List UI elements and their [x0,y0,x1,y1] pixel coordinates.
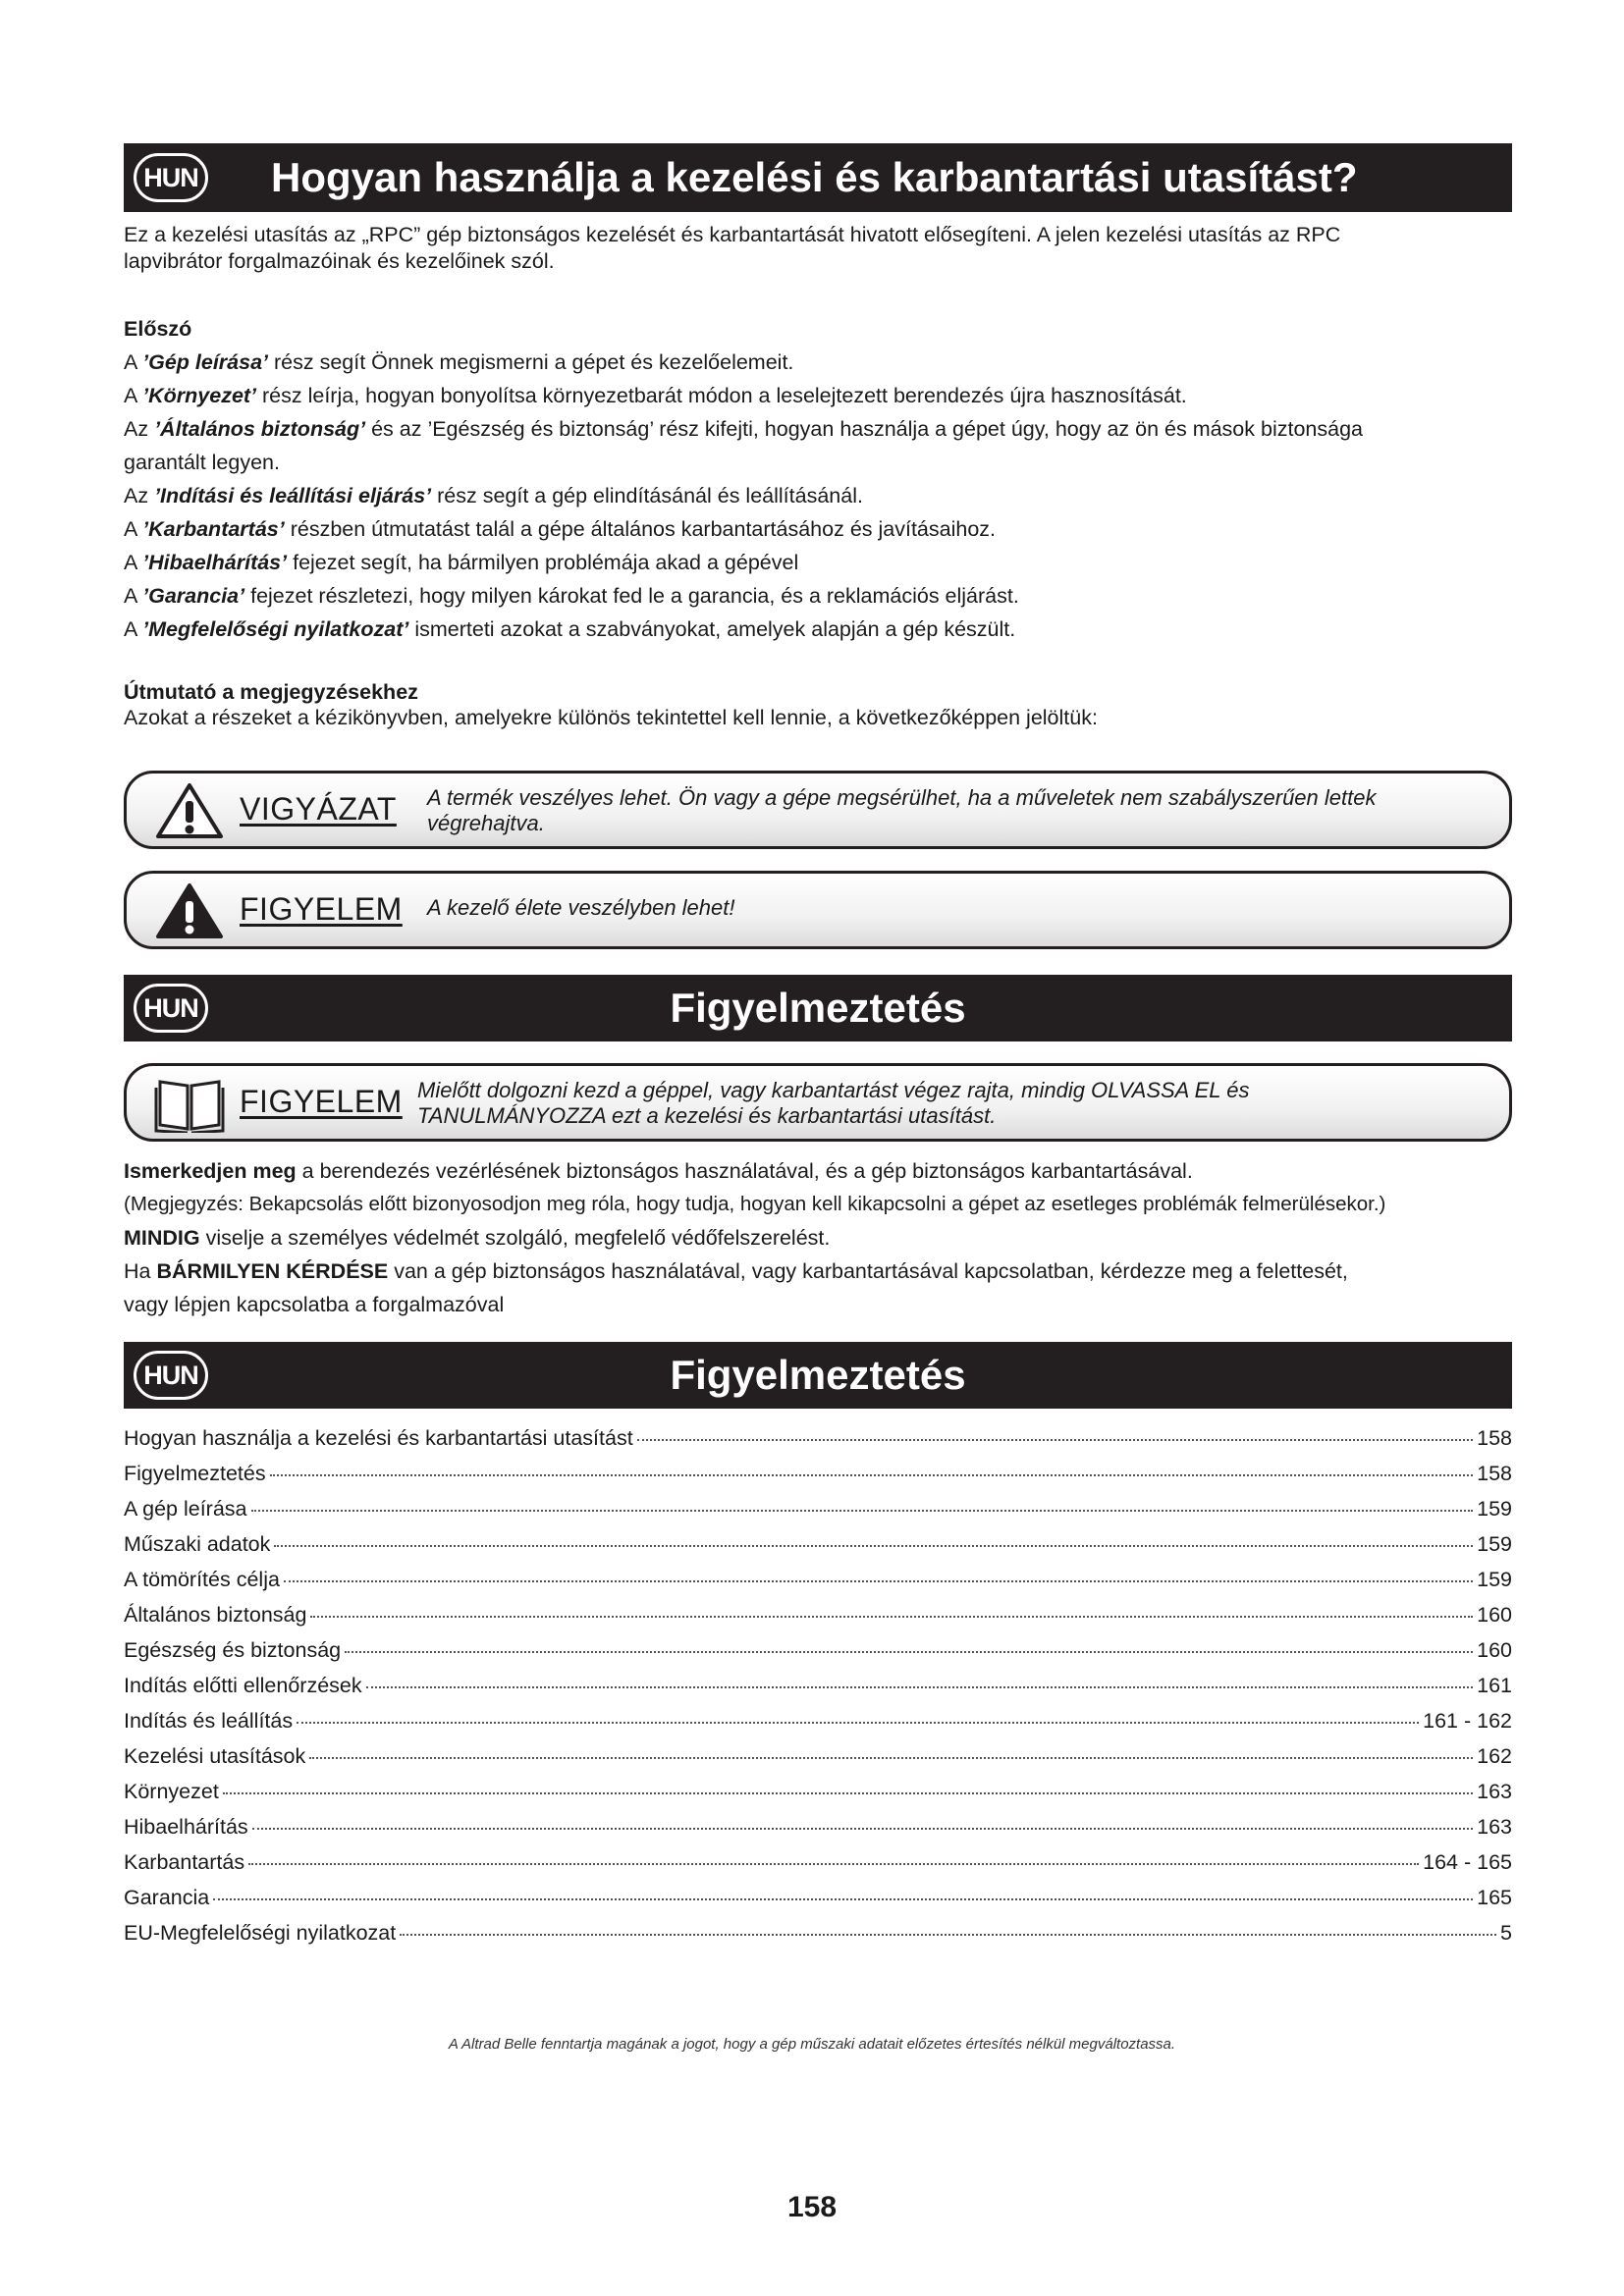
warning-line: vagy lépjen kapcsolatba a forgalmazóval [124,1293,505,1316]
toc-entry [124,1603,1512,1638]
caution-text-line: A termék veszélyes lehet. Ön vagy a gépe megsérülhet, ha a műveletek nem szabályszerűen lettek [427,785,1377,810]
warning-line [124,1221,1512,1255]
page-number: 158 [786,2191,838,2223]
warning-bold: MINDIG [124,1226,200,1250]
warning-text-span: a berendezés vezérlésének biztonságos használatával, és a gép biztonságos karbantartásával. [296,1159,1193,1183]
intro-banner [124,143,1512,212]
toc-dot-leader [223,1792,1473,1794]
foreword-item-prefix: A [124,617,143,641]
toc-entry-title: Garancia [124,1886,210,1909]
foreword-item-text: és az ’Egészség és biztonság’ rész kifejti, hogyan használja a gépet úgy, hogy az ön és mások biztonsága [365,417,1363,441]
warning-note: (Megjegyzés: Bekapcsolás előtt bizonyosodjon meg róla, hogy tudja, hogyan kell kikapcsolni a gépet az esetleges problémák felmerülésekor.) [124,1193,1386,1215]
toc-entry [124,1780,1512,1815]
toc-entry-title: Műszaki adatok [124,1532,271,1556]
toc-entry-title: Figyelmeztetés [124,1462,266,1485]
foreword-item-text: rész segít Önnek megismerni a gépet és kezelőelemeit. [268,350,794,374]
warning-bold: Ismerkedjen meg [124,1159,297,1183]
foreword-heading: Előszó [124,317,192,341]
toc-entry-page: 5 [1500,1921,1512,1945]
read-manual-text [417,1078,1478,1129]
toc-entry-title: A tömörítés célja [124,1568,280,1591]
foreword-item-text: részben útmutatást talál a gépe általános karbantartásához és javításaihoz. [284,517,997,541]
toc-entry-title: Indítás és leállítás [124,1709,294,1733]
foreword-item-prefix: A [124,350,143,374]
toc-entry-page: 163 [1477,1815,1512,1839]
toc-entry [124,1744,1512,1780]
toc-entry-title: Általános biztonság [124,1603,307,1627]
caution-text [427,785,1488,836]
toc-entry-title: EU-Megfelelőségi nyilatkozat [124,1921,397,1945]
foreword-item-prefix: A [124,384,143,407]
intro-paragraph [124,222,1512,275]
hun-language-badge: HUN [134,153,208,202]
foreword-item-text: fejezet részletezi, hogy milyen károkat fed le a garancia, és a reklamációs eljárást. [244,584,1019,608]
toc-dot-leader [310,1616,1473,1618]
toc-entry [124,1850,1512,1886]
toc-entry [124,1638,1512,1674]
warning-text-span: Ha [124,1259,157,1283]
toc-entry-title: Kezelési utasítások [124,1744,306,1768]
toc-entry [124,1568,1512,1603]
guide-section [124,679,1512,730]
foreword-item [124,412,1512,446]
foreword-item-section-name: ’Indítási és leállítási eljárás’ [154,484,432,507]
read-manual-box [124,1063,1512,1142]
footer-note: A Altrad Belle fenntartja magának a jogot, hogy a gép műszaki adatait előzetes értesítés nélkül megváltoztassa. [448,2036,1176,2053]
hun-language-badge: HUN [134,1351,208,1400]
toc-entry [124,1815,1512,1850]
foreword-item-text: ismerteti azokat a szabványokat, amelyek alapján a gép készült. [408,617,1016,641]
toc-entry-title: A gép leírása [124,1497,247,1521]
toc-entry-title: Karbantartás [124,1850,245,1874]
toc-entry-page: 160 [1477,1603,1512,1627]
foreword-item-section-name: ’Gép leírása’ [142,350,269,374]
foreword-item-prefix: Az [124,417,155,441]
caution-text-line: végrehajtva. [427,811,545,835]
toc-entry [124,1921,1512,1956]
toc-entry-page: 161 - 162 [1423,1709,1512,1733]
warning-line [124,1154,1512,1188]
toc-dot-leader [400,1934,1496,1936]
danger-triangle-icon [154,881,225,940]
foreword-item-section-name: ’Karbantartás’ [142,517,285,541]
toc-entry-title: Hogyan használja a kezelési és karbantartási utasítást [124,1426,633,1450]
toc-dot-leader [309,1757,1473,1759]
table-of-contents [124,1426,1512,1956]
toc-entry-page: 165 [1477,1886,1512,1909]
foreword-item [124,479,1512,512]
guide-heading: Útmutató a megjegyzésekhez [124,680,418,704]
toc-entry-page: 160 [1477,1638,1512,1662]
foreword-item-section-name: ’Hibaelhárítás’ [142,551,288,574]
toc-entry [124,1462,1512,1497]
intro-line: lapvibrátor forgalmazóinak és kezelőinek szól. [124,249,555,273]
intro-line: Ez a kezelési utasítás az „RPC” gép biztonságos kezelését és karbantartását hivatott elősegíteni. A jelen kezelési utasítás az RPC [124,223,1341,246]
foreword-item-prefix: garantált legyen. [124,451,280,474]
foreword-item [124,613,1512,646]
foreword-list [124,346,1512,646]
foreword-item [124,512,1512,546]
caution-box [124,771,1512,849]
toc-entry [124,1886,1512,1921]
toc-entry-title: Egészség és biztonság [124,1638,342,1662]
toc-dot-leader [345,1651,1473,1653]
toc-entry-page: 159 [1477,1532,1512,1556]
foreword-item-text: fejezet segít, ha bármilyen problémája akad a gépével [287,551,799,574]
foreword-item-section-name: ’Megfelelőségi nyilatkozat’ [142,617,409,641]
toc-dot-leader [637,1439,1473,1441]
foreword-item-text: rész leírja, hogyan bonyolítsa környezetbarát módon a leselejtezett berendezés újra hasznosítását. [256,384,1187,407]
hun-language-badge: HUN [134,984,208,1033]
warning-bold: BÁRMILYEN KÉRDÉSE [156,1259,389,1283]
warning-text-span: van a gép biztonságos használatával, vagy karbantartásával kapcsolatban, kérdezze meg a felettesét, [388,1259,1348,1283]
foreword-section [124,312,1512,646]
foreword-item-prefix: Az [124,484,155,507]
toc-entry-title: Környezet [124,1780,219,1803]
danger-label: FIGYELEM [240,891,403,927]
warning-text-span: viselje a személyes védelmét szolgáló, megfelelő védőfelszerelést. [199,1226,831,1250]
toc-entry [124,1674,1512,1709]
toc-entry-page: 163 [1477,1780,1512,1803]
foreword-item-section-name: ’Általános biztonság’ [154,417,366,441]
guide-text: Azokat a részeket a kézikönyvben, amelyekre különös tekintettel kell lennie, a következőképpen jelöltük: [124,706,1098,729]
toc-banner [124,1342,1512,1409]
foreword-item-prefix: A [124,551,143,574]
toc-dot-leader [274,1545,1473,1547]
toc-entry-page: 159 [1477,1568,1512,1591]
foreword-item [124,446,1512,479]
foreword-item-section-name: ’Garancia’ [142,584,245,608]
danger-text-line: A kezelő élete veszélyben lehet! [427,895,735,920]
caution-label: VIGYÁZAT [240,791,397,827]
toc-dot-leader [297,1722,1419,1724]
toc-entry [124,1532,1512,1568]
foreword-item [124,379,1512,412]
toc-dot-leader [284,1580,1473,1582]
danger-box [124,871,1512,949]
toc-entry [124,1709,1512,1744]
warning-text [124,1154,1512,1321]
toc-dot-leader [248,1863,1419,1865]
read-manual-label: FIGYELEM [240,1084,403,1119]
warning-line [124,1255,1512,1288]
toc-dot-leader [213,1898,1473,1900]
warning-title: Figyelmeztetés [670,985,966,1031]
toc-dot-leader [270,1474,1474,1476]
toc-entry-page: 158 [1477,1462,1512,1485]
foreword-item-text: rész segít a gép elindításánál és leállításánál. [431,484,863,507]
toc-entry-title: Indítás előtti ellenőrzések [124,1674,362,1697]
foreword-item-prefix: A [124,517,143,541]
toc-entry-page: 162 [1477,1744,1512,1768]
toc-dot-leader [251,1510,1474,1512]
toc-dot-leader [252,1828,1473,1830]
danger-text [427,895,1488,921]
toc-entry-title: Hibaelhárítás [124,1815,248,1839]
warning-banner [124,975,1512,1041]
toc-entry-page: 161 [1477,1674,1512,1697]
foreword-item [124,579,1512,613]
foreword-item-prefix: A [124,584,143,608]
caution-triangle-icon [154,781,225,840]
read-manual-text-line: TANULMÁNYOZZA ezt a kezelési és karbantartási utasítást. [417,1103,997,1128]
toc-title: Figyelmeztetés [670,1352,966,1398]
read-manual-text-line: Mielőtt dolgozni kezd a géppel, vagy karbantartást végez rajta, mindig OLVASSA EL és [417,1078,1250,1102]
toc-entry-page: 158 [1477,1426,1512,1450]
toc-entry [124,1497,1512,1532]
intro-title: Hogyan használja a kezelési és karbantartási utasítást? [271,154,1358,200]
foreword-item [124,346,1512,379]
foreword-item-section-name: ’Környezet’ [142,384,257,407]
toc-entry [124,1426,1512,1462]
open-book-icon [154,1074,225,1133]
toc-entry-page: 159 [1477,1497,1512,1521]
toc-dot-leader [366,1686,1474,1688]
toc-entry-page: 164 - 165 [1423,1850,1512,1874]
foreword-item [124,546,1512,579]
